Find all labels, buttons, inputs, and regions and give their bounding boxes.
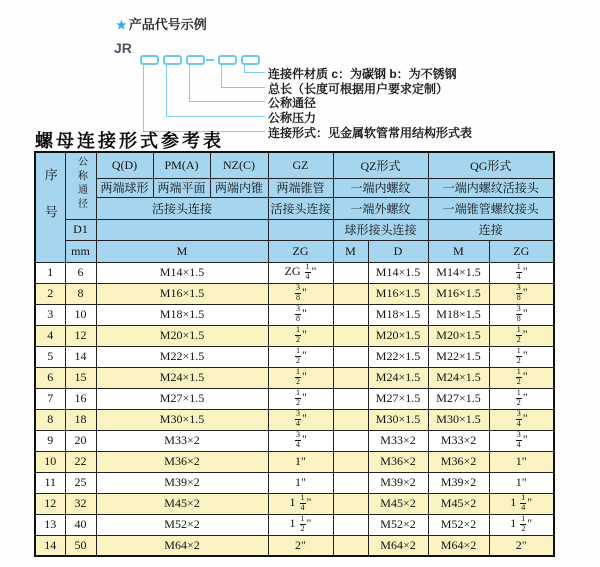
header-q: Q(D) [96, 152, 153, 178]
header-blank [96, 219, 268, 240]
cell-m: M18×1.5 [96, 304, 268, 325]
header-unit-qg-zg: ZG [489, 240, 554, 262]
cell-qz-m [333, 388, 368, 409]
cell-seq: 12 [35, 493, 65, 514]
header-nz: NZ(C) [210, 152, 268, 178]
connector-line [244, 63, 245, 72]
header-gz: GZ [268, 152, 333, 178]
header-qg: QG形式 [428, 152, 554, 178]
cell-gz-zg: 2" [268, 535, 333, 556]
cell-gz-zg: 1" [268, 451, 333, 472]
cell-m: M20×1.5 [96, 325, 268, 346]
cell-m: M16×1.5 [96, 283, 268, 304]
cell-qg-m: M22×1.5 [428, 346, 489, 367]
cell-seq: 4 [35, 325, 65, 346]
cell-gz-zg: $\frac{3}{4}$ " [268, 430, 333, 451]
nut-connection-table [34, 151, 555, 557]
cell-dn: 50 [65, 535, 96, 556]
table-row [35, 430, 554, 451]
cell-dn: 40 [65, 514, 96, 535]
header-unit-qz-m: M [333, 240, 368, 262]
header-unit-zg: ZG [268, 240, 333, 262]
connector-line [166, 63, 167, 116]
cell-qg-zg: 2" [489, 535, 554, 556]
cell-dn: 32 [65, 493, 96, 514]
cell-qg-m: M24×1.5 [428, 367, 489, 388]
cell-qz-d: M27×1.5 [368, 388, 428, 409]
cell-qg-m: M14×1.5 [428, 262, 489, 283]
cell-m: M27×1.5 [96, 388, 268, 409]
table-row [35, 514, 554, 535]
cell-qz-m [333, 304, 368, 325]
header-gz-desc: 两端锥管 [268, 178, 333, 197]
header-unit-qg-m: M [428, 240, 489, 262]
cell-qg-zg: $\frac{3}{4}$ " [489, 430, 554, 451]
header-gz-conn: 活接头连接 [268, 197, 333, 219]
cell-qg-zg: 1" [489, 451, 554, 472]
cell-qz-d: M36×2 [368, 451, 428, 472]
connector-line [143, 63, 144, 131]
header-d1: D1 [65, 219, 96, 240]
table-row [35, 262, 554, 283]
cell-qg-m: M64×2 [428, 535, 489, 556]
cell-qg-zg: 1 $\frac{1}{2}$ " [489, 514, 554, 535]
diagram-label-pressure: 公称压力 [268, 111, 317, 125]
cell-qg-m: M30×1.5 [428, 409, 489, 430]
cell-qg-m: M16×1.5 [428, 283, 489, 304]
cell-gz-zg: $\frac{1}{2}$ " [268, 346, 333, 367]
cell-dn: 10 [65, 304, 96, 325]
cell-qg-m: M45×2 [428, 493, 489, 514]
cell-gz-zg: 1" [268, 472, 333, 493]
cell-dn: 25 [65, 472, 96, 493]
header-seq: 序号 [35, 152, 65, 262]
cell-seq: 14 [35, 535, 65, 556]
cell-gz-zg: 1 $\frac{1}{4}$ " [268, 493, 333, 514]
diagram-title-text: 产品代号示例 [128, 17, 207, 32]
cell-qz-d: M33×2 [368, 430, 428, 451]
cell-seq: 7 [35, 388, 65, 409]
cell-seq: 8 [35, 409, 65, 430]
cell-qg-zg: $\frac{3}{8}$ " [489, 283, 554, 304]
cell-qz-d: M16×1.5 [368, 283, 428, 304]
cell-qg-m: M18×1.5 [428, 304, 489, 325]
cell-qz-d: M14×1.5 [368, 262, 428, 283]
header-unit-qz-d: D [368, 240, 428, 262]
cell-qg-m: M36×2 [428, 451, 489, 472]
cell-qg-zg: $\frac{1}{2}$ " [489, 325, 554, 346]
cell-qz-d: M64×2 [368, 535, 428, 556]
table-row [35, 409, 554, 430]
cell-gz-zg: $\frac{3}{8}$ " [268, 283, 333, 304]
header-qg-desc1: 一端内螺纹活接头 [428, 178, 554, 197]
cell-qg-zg: $\frac{1}{2}$ " [489, 388, 554, 409]
cell-dn: 12 [65, 325, 96, 346]
cell-gz-zg: $\frac{1}{2}$ " [268, 367, 333, 388]
cell-seq: 5 [35, 346, 65, 367]
table-row [35, 451, 554, 472]
header-union-conn: 活接头连接 [96, 197, 268, 219]
cell-dn: 8 [65, 283, 96, 304]
cell-seq: 10 [35, 451, 65, 472]
cell-gz-zg: $\frac{3}{4}$ " [268, 409, 333, 430]
cell-gz-zg: $\frac{1}{2}$ " [268, 325, 333, 346]
cell-qg-m: M39×2 [428, 472, 489, 493]
cell-qz-d: M52×2 [368, 514, 428, 535]
code-dash [206, 59, 214, 61]
header-qz-desc2: 一端外螺纹 [333, 197, 428, 219]
cell-dn: 15 [65, 367, 96, 388]
cell-qz-d: M20×1.5 [368, 325, 428, 346]
table-row [35, 304, 554, 325]
cell-qg-zg: $\frac{1}{2}$ " [489, 346, 554, 367]
code-prefix: JR [114, 40, 132, 56]
cell-qz-m [333, 514, 368, 535]
header-q-desc: 两端球形 [96, 178, 153, 197]
diagram-label-dn: 公称通径 [268, 96, 317, 110]
cell-m: M14×1.5 [96, 262, 268, 283]
cell-qz-m [333, 535, 368, 556]
cell-qg-m: M33×2 [428, 430, 489, 451]
header-nz-desc: 两端内锥 [210, 178, 268, 197]
cell-m: M24×1.5 [96, 367, 268, 388]
cell-dn: 16 [65, 388, 96, 409]
diagram-label-material: 连接件材质 c：为碳钢 b：为不锈钢 [268, 67, 457, 81]
header-qg-desc2: 一端锥管螺纹接头 [428, 197, 554, 219]
cell-dn: 20 [65, 430, 96, 451]
header-qz-desc1: 一端内螺纹 [333, 178, 428, 197]
cell-gz-zg: $\frac{1}{2}$ " [268, 388, 333, 409]
cell-dn: 18 [65, 409, 96, 430]
header-qz: QZ形式 [333, 152, 428, 178]
cell-qz-m [333, 472, 368, 493]
connector-line [221, 87, 265, 88]
header-pm: PM(A) [153, 152, 210, 178]
header-dn: 公称通径 [65, 152, 96, 219]
connector-line [189, 63, 190, 101]
header-mm: mm [65, 240, 96, 262]
cell-qz-m [333, 493, 368, 514]
cell-qz-m [333, 262, 368, 283]
table-row [35, 283, 554, 304]
cell-m: M45×2 [96, 493, 268, 514]
table-row [35, 493, 554, 514]
cell-qz-m [333, 346, 368, 367]
cell-qz-d: M22×1.5 [368, 346, 428, 367]
cell-qg-zg: $\frac{3}{4}$ " [489, 409, 554, 430]
table-row [35, 388, 554, 409]
cell-gz-zg: ZG $\frac{1}{4}$ " [268, 262, 333, 283]
cell-qg-zg: $\frac{1}{2}$ " [489, 367, 554, 388]
connector-line [244, 72, 265, 73]
cell-m: M39×2 [96, 472, 268, 493]
cell-m: M52×2 [96, 514, 268, 535]
header-unit-m: M [96, 240, 268, 262]
cell-qz-d: M18×1.5 [368, 304, 428, 325]
cell-dn: 14 [65, 346, 96, 367]
cell-dn: 6 [65, 262, 96, 283]
cell-seq: 13 [35, 514, 65, 535]
table-row [35, 325, 554, 346]
cell-m: M30×1.5 [96, 409, 268, 430]
header-blank [268, 219, 333, 240]
diagram-title [116, 14, 207, 33]
connector-line [189, 101, 265, 102]
header-qg-conn: 连接 [428, 219, 554, 240]
cell-gz-zg: $\frac{3}{8}$ " [268, 304, 333, 325]
cell-seq: 2 [35, 283, 65, 304]
cell-qz-m [333, 283, 368, 304]
cell-qz-m [333, 451, 368, 472]
cell-seq: 3 [35, 304, 65, 325]
cell-qz-d: M30×1.5 [368, 409, 428, 430]
cell-qz-d: M24×1.5 [368, 367, 428, 388]
table-row [35, 535, 554, 556]
cell-seq: 11 [35, 472, 65, 493]
cell-qz-d: M45×2 [368, 493, 428, 514]
connector-line [166, 116, 265, 117]
cell-qz-m [333, 367, 368, 388]
cell-m: M64×2 [96, 535, 268, 556]
cell-qg-zg: $\frac{1}{4}$ " [489, 262, 554, 283]
cell-m: M22×1.5 [96, 346, 268, 367]
cell-qg-zg: $\frac{3}{8}$ " [489, 304, 554, 325]
cell-qg-zg: 1" [489, 472, 554, 493]
cell-qz-m [333, 325, 368, 346]
cell-seq: 1 [35, 262, 65, 283]
table-row [35, 472, 554, 493]
cell-qz-m [333, 409, 368, 430]
diagram-label-connection: 连接形式：见金属软管常用结构形式表 [268, 126, 473, 140]
diagram-label-length: 总长（长度可根据用户要求定制） [268, 82, 449, 96]
cell-qg-m: M52×2 [428, 514, 489, 535]
cell-qg-zg: 1 $\frac{1}{4}$ " [489, 493, 554, 514]
table-row [35, 367, 554, 388]
cell-gz-zg: 1 $\frac{1}{2}$ " [268, 514, 333, 535]
header-qz-conn: 球形接头连接 [333, 219, 428, 240]
cell-m: M33×2 [96, 430, 268, 451]
table-title: 螺母连接形式参考表 [35, 131, 224, 151]
cell-qg-m: M20×1.5 [428, 325, 489, 346]
cell-dn: 22 [65, 451, 96, 472]
cell-qz-d: M39×2 [368, 472, 428, 493]
cell-m: M36×2 [96, 451, 268, 472]
cell-seq: 9 [35, 430, 65, 451]
cell-qz-m [333, 430, 368, 451]
table-row [35, 346, 554, 367]
connector-line [221, 63, 222, 87]
header-pm-desc: 两端平面 [153, 178, 210, 197]
cell-seq: 6 [35, 367, 65, 388]
cell-qg-m: M27×1.5 [428, 388, 489, 409]
star-icon: ★ [116, 18, 127, 32]
